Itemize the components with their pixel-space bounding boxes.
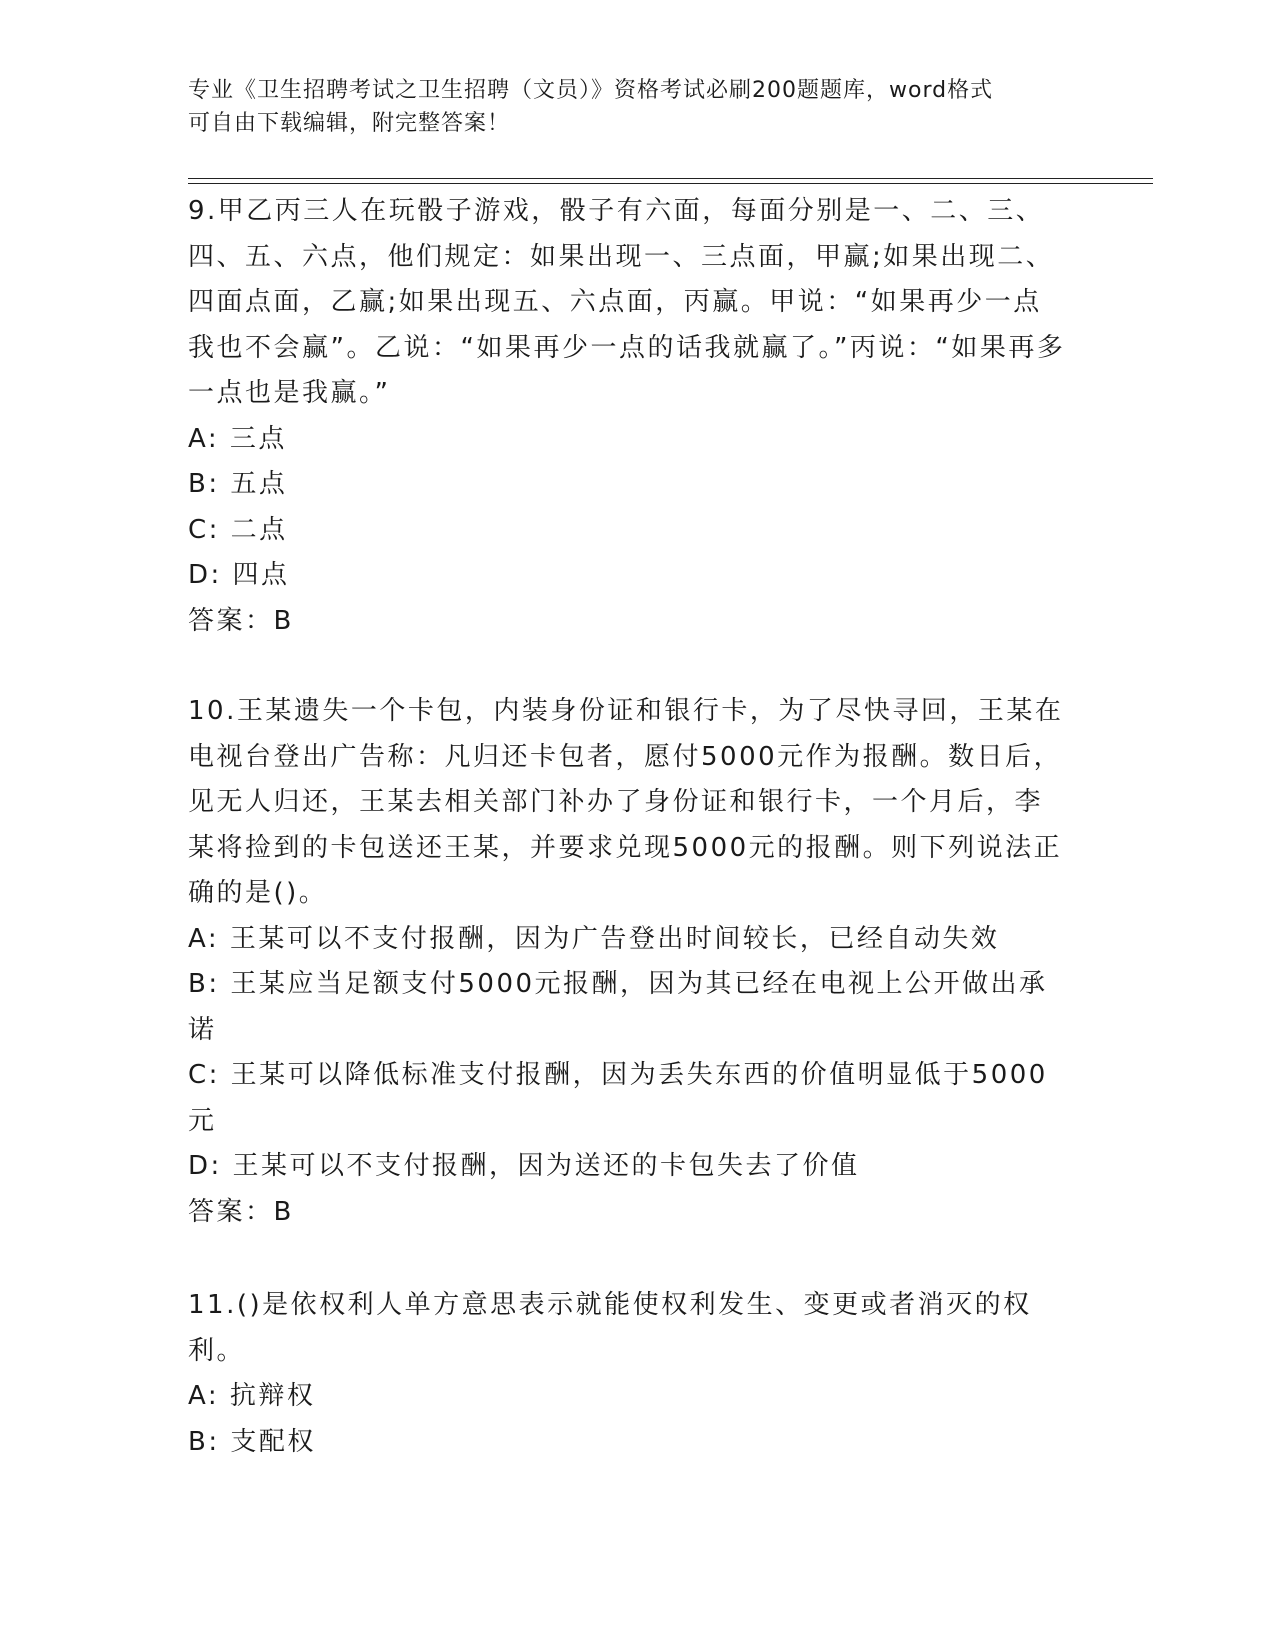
header-divider-top — [188, 178, 1153, 179]
option-d: D: 王某可以不支付报酬，因为送还的卡包失去了价值 — [188, 1151, 860, 1181]
option-c: C: 二点 — [188, 514, 288, 545]
option-a: A: 王某可以不支付报酬，因为广告登出时间较长，已经自动失效 — [188, 923, 1000, 954]
option-b: B: 王某应当足额支付5000元报酬，因为其已经在电视上公开做出承诺 — [188, 969, 1048, 1045]
question-9 — [188, 189, 1068, 644]
option-d: D: 四点 — [188, 560, 290, 590]
question-stem: 9.甲乙丙三人在玩骰子游戏，骰子有六面，每面分别是一、二、三、四、五、六点，他们规定：如果出现一、三点面，甲赢;如果出现二、四面点面，乙赢;如果出现五、六点面，丙赢。甲说：“如果再少一点我也不会赢”。乙说：“如果再少一点的话我就赢了。”丙说：“如果再多一点也是我赢。” — [188, 196, 1066, 408]
question-stem: 10.王某遗失一个卡包，内装身份证和银行卡，为了尽快寻回，王某在电视台登出广告称：凡归还卡包者，愿付5000元作为报酬。数日后，见无人归还，王某去相关部门补办了身份证和银行卡，一个月后，李某将捡到的卡包送还王某，并要求兑现5000元的报酬。则下列说法正确的是()。 — [188, 696, 1064, 908]
option-b: B: 五点 — [188, 469, 288, 499]
option-c: C: 王某可以降低标准支付报酬，因为丢失东西的价值明显低于5000元 — [188, 1060, 1048, 1136]
answer: 答案：B — [188, 1196, 294, 1227]
answer: 答案：B — [188, 605, 294, 636]
question-stem: 11.()是依权利人单方意思表示就能使权利发生、变更或者消灭的权利。 — [188, 1290, 1032, 1366]
header-line-2: 可自由下载编辑，附完整答案！ — [188, 111, 511, 136]
option-b: B: 支配权 — [188, 1426, 316, 1457]
question-11 — [188, 1283, 1068, 1465]
document-header — [188, 74, 1068, 140]
option-a: A: 三点 — [188, 423, 287, 454]
option-a: A: 抗辩权 — [188, 1381, 316, 1411]
header-divider-bottom — [188, 183, 1153, 184]
header-line-1: 专业《卫生招聘考试之卫生招聘（文员）》资格考试必刷200题题库，word格式 — [188, 78, 994, 103]
question-10 — [188, 689, 1068, 1235]
